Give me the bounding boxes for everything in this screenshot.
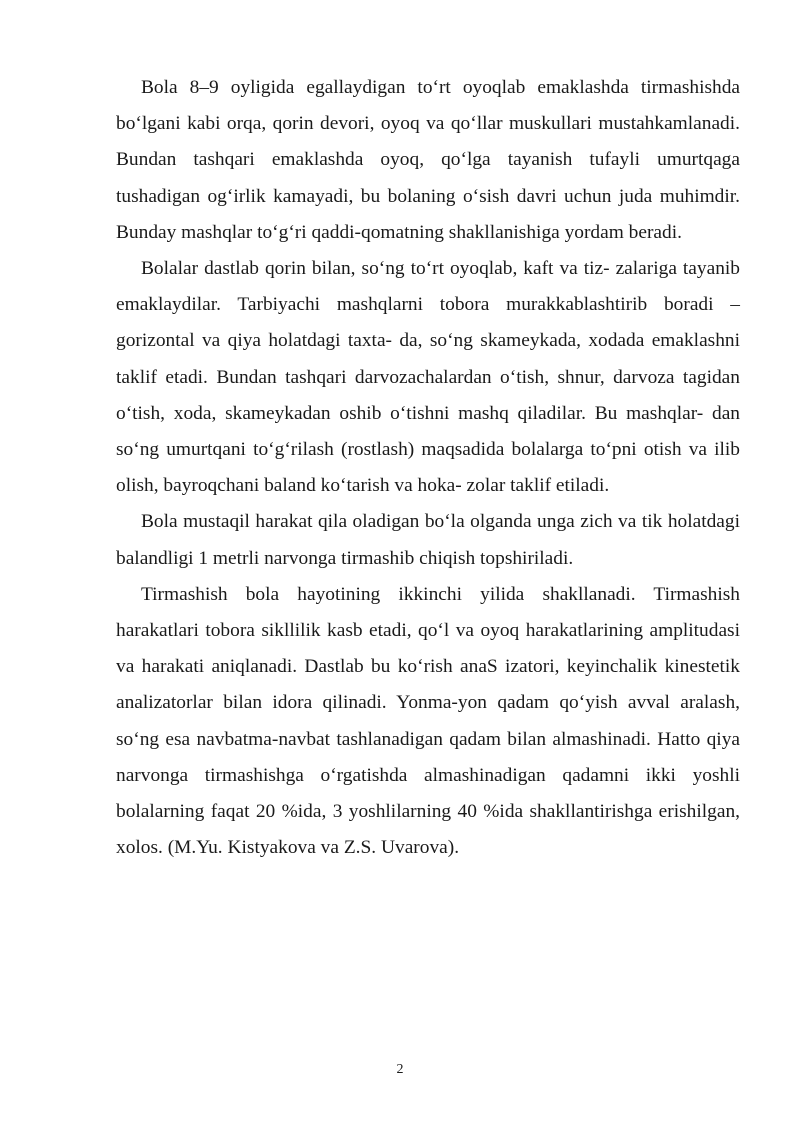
document-body [116, 70, 740, 866]
paragraph-4: Tirmashish bola hayotining ikkinchi yilida shakllanadi. Tirmashish harakatlari tobora sikllilik kasb etadi, qo‘l va oyoq harakatlarining amplitudasi va harakati aniqlanadi. Dastlab bu ko‘rish anaS izatori, keyinchalik kinestetik analizatorlar bilan idora qilinadi. Yonma-yon qadam qo‘yish avval aralash, so‘ng esa navbatma-navbat tashlanadigan qadam bilan almashinadi. Hatto qiya narvonga tirmashishga o‘rgatishda almashinadigan qadamni ikki yoshli bolalarning faqat 20 %ida, 3 yoshlilarning 40 %ida shakllantirishga erishilgan, xolos. (M.Yu. Kistyakova va Z.S. Uvarova). [116, 583, 740, 859]
paragraph-2: Bolalar dastlab qorin bilan, so‘ng to‘rt oyoqlab, kaft va tiz- zalariga tayanib emaklaydilar. Tarbiyachi mashqlarni tobora murakkablashtirib boradi – gorizontal va qiya holatdagi taxta- da, so‘ng skameykada, xodada emaklashni taklif etadi. Bundan tashqari darvozachalardan o‘tish, shnur, darvoza tagidan o‘tish, xoda, skameykadan oshib o‘tishni mashq qiladilar. Bu mashqlar- dan so‘ng umurtqani to‘g‘rilash (rostlash) maqsadida bolalarga to‘pni otish va ilib olish, bayroqchani baland ko‘tarish va hoka- zolar taklif etiladi. [116, 258, 740, 497]
paragraph-3: Bola mustaqil harakat qila oladigan bo‘la olganda unga zich va tik holatdagi balandligi 1 metrli narvonga tirmashib chiqish topshiriladi. [116, 511, 740, 569]
page-number: 2 [396, 1062, 404, 1077]
paragraph-1: Bola 8–9 oyligida egallaydigan to‘rt oyoqlab emaklashda tirmashishda bo‘lgani kabi orqa, qorin devori, oyoq va qo‘llar muskullari mustahkamlanadi. Bundan tashqari emaklashda oyoq, qo‘lga tayanish tufayli umurtqaga tushadigan og‘irlik kamayadi, bu bolaning o‘sish davri uchun juda muhimdir. Bunday mashqlar to‘g‘ri qaddi-qomatning shakllanishiga yordam beradi. [116, 77, 740, 243]
